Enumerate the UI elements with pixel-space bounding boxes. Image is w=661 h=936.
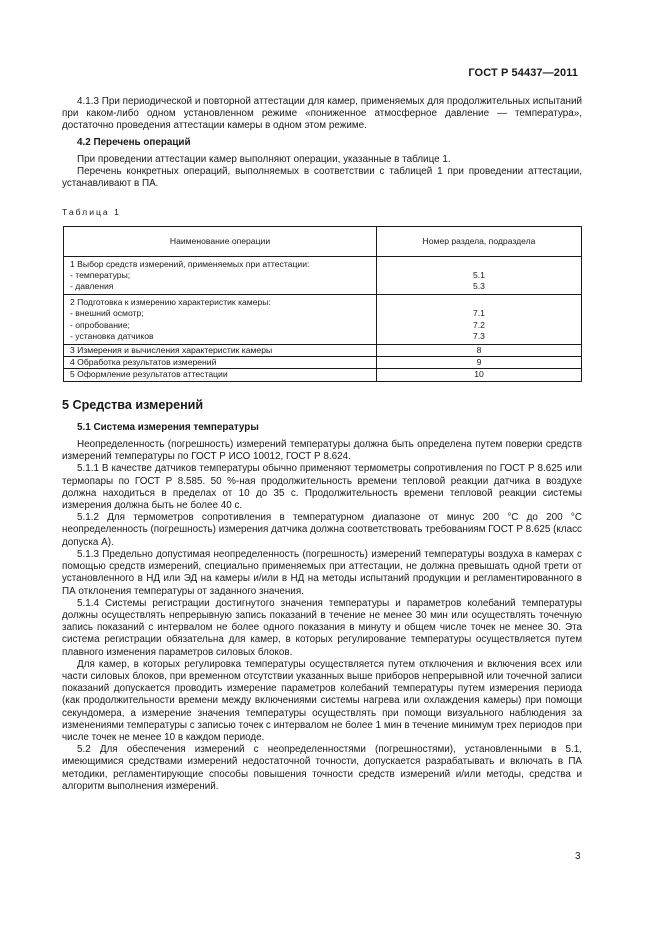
section-4-2-heading: 4.2 Перечень операций bbox=[77, 136, 191, 148]
table-header-section: Номер раздела, подраздела bbox=[377, 226, 582, 256]
table-caption: Таблица 1 bbox=[62, 207, 121, 218]
table-cell-operation bbox=[64, 369, 377, 381]
table-row bbox=[64, 256, 582, 295]
table-cell-operation bbox=[64, 256, 377, 295]
section-5-1-heading: 5.1 Система измерения температуры bbox=[77, 421, 259, 433]
operation-title: 1 Выбор средств измерений, применяемых при аттестации: bbox=[70, 258, 310, 269]
document-body bbox=[62, 96, 582, 793]
table-cell-section bbox=[377, 357, 582, 369]
paragraph-5-1-1: 5.1.1 В качестве датчиков температуры обычно применяют термометры сопротивления по ГОСТ Р 8.625 или термопары по ГОСТ Р 8.585. 50 %-ная продолжительность времени тепловой реакции датчика в воздухе должна находиться в пределах от 10 до 35 с. Продолжительность времени тепловой реакции системы измерения должна быть не более 40 с. bbox=[62, 463, 582, 512]
section-5-heading: 5 Средства измерений bbox=[62, 397, 204, 412]
table-cell-operation bbox=[64, 357, 377, 369]
paragraph-5-1-2: 5.1.2 Для термометров сопротивления в температурном диапазоне от минус 200 °С до 200 °С неопределенность (погрешность) измерения датчика должна соответствовать требованиям ГОСТ Р 8.625 (класс допуска А). bbox=[62, 512, 582, 548]
section-number: 5.1 bbox=[473, 269, 485, 280]
paragraph-5-1-4-b: Для камер, в которых регулировка температуры осуществляется путем отключения и включения всех или части силовых блоков, при временном отсутствии указанных выше приборов непрерывной или точечной записи показаний допускается проводить измерение параметров колебаний температуры путем измерения периода (как продолжительности времени между включениями системы нагрева или охлаждения камеры) при помощи секундомера, а измерение значения температуры осуществлять при помощи визуального наблюдения за изменениями температуры с записью точек с интервалом не более 1 мин в течение минимум трех периодов при числе точек не менее 10 в каждом периоде. bbox=[62, 658, 582, 743]
table-cell-operation bbox=[64, 345, 377, 357]
paragraph-4-2-1: При проведении аттестации камер выполняют операции, указанные в таблице 1. bbox=[77, 153, 451, 165]
section-number: 7.2 bbox=[473, 319, 485, 330]
operation-title: 3 Измерения и вычисления характеристик камеры bbox=[70, 345, 273, 356]
section-number bbox=[383, 297, 575, 308]
operation-title: 4 Обработка результатов измерений bbox=[70, 357, 217, 368]
paragraph-5-1-3: 5.1.3 Предельно допустимая неопределенность (погрешность) измерений температуры воздуха в камерах с помощью средств измерений, специально применяемых при аттестации, не должна превышать одной трети от установленного в НД или ЭД на камеры и/или в НД на методы испытаний продукции и регламентированного в ПА отклонения температуры от заданного значения. bbox=[62, 548, 582, 597]
paragraph-4-2-2: Перечень конкретных операций, выполняемых в соответствии с таблицей 1 при проведении аттестации, устанавливают в ПА. bbox=[62, 166, 582, 190]
table-row bbox=[64, 369, 582, 381]
section-number: 8 bbox=[476, 345, 482, 356]
section-number: 7.3 bbox=[473, 330, 485, 341]
table-header-row bbox=[64, 226, 582, 256]
paragraph-5-2: 5.2 Для обеспечения измерений с неопределенностями (погрешностями), установленными в 5.1, имеющимися средствами измерений недостаточной точности, допускается разрабатывать и включать в ПА методики, регламентирующие способы повышения точности средств измерений и/или методы, средства и алгоритм выполнения измерений. bbox=[62, 744, 582, 792]
page-number: 3 bbox=[575, 851, 581, 862]
operation-subitem: - установка датчиков bbox=[70, 330, 154, 341]
operations-table bbox=[63, 226, 582, 382]
paragraph-5-1-4: 5.1.4 Системы регистрации достигнутого значения температуры и параметров колебаний температуры должны осуществлять непрерывную запись показаний в течение не менее 30 мин или осуществлять точечную запись показаний с интервалом не более одного показания в минуту и общем числе точек не менее 30. Эта система регистрации обязательна для камер, в которых регулирование температуры осуществляется путем плавного изменения параметров силовых блоков. bbox=[62, 597, 582, 658]
table-row bbox=[64, 295, 582, 345]
table-cell-operation bbox=[64, 295, 377, 345]
section-number: 7.1 bbox=[473, 308, 485, 319]
operation-subitem: - давления bbox=[70, 281, 114, 292]
table-cell-section bbox=[377, 369, 582, 381]
operation-subitem: - температуры; bbox=[70, 269, 131, 280]
table-row bbox=[64, 345, 582, 357]
table-row bbox=[64, 357, 582, 369]
operation-subitem: - опробование; bbox=[70, 319, 130, 330]
paragraph-4-1-3: 4.1.3 При периодической и повторной аттестации для камер, применяемых для продолжительных испытаний при каком-либо одном установленном режиме «пониженное атмосферное давление — температура», достаточно проведения аттестации камеры в одном этом режиме. bbox=[62, 96, 582, 132]
section-number: 9 bbox=[476, 357, 482, 368]
table-cell-section bbox=[377, 256, 582, 295]
section-number bbox=[383, 259, 575, 270]
operation-title: 2 Подготовка к измерению характеристик камеры: bbox=[70, 297, 271, 308]
table-cell-section bbox=[377, 345, 582, 357]
section-number: 5.3 bbox=[473, 281, 485, 292]
document-header-id: ГОСТ Р 54437—2011 bbox=[468, 67, 578, 79]
section-number: 10 bbox=[474, 369, 484, 380]
operation-title: 5 Оформление результатов аттестации bbox=[70, 369, 228, 380]
operation-subitem: - внешний осмотр; bbox=[70, 308, 144, 319]
paragraph-5-1-intro: Неопределенность (погрешность) измерений температуры должна быть определена путем поверки средств измерений температуры по ГОСТ Р ИСО 10012, ГОСТ Р 8.624. bbox=[62, 439, 582, 463]
table-header-operation: Наименование операции bbox=[64, 226, 377, 256]
table-cell-section bbox=[377, 295, 582, 345]
